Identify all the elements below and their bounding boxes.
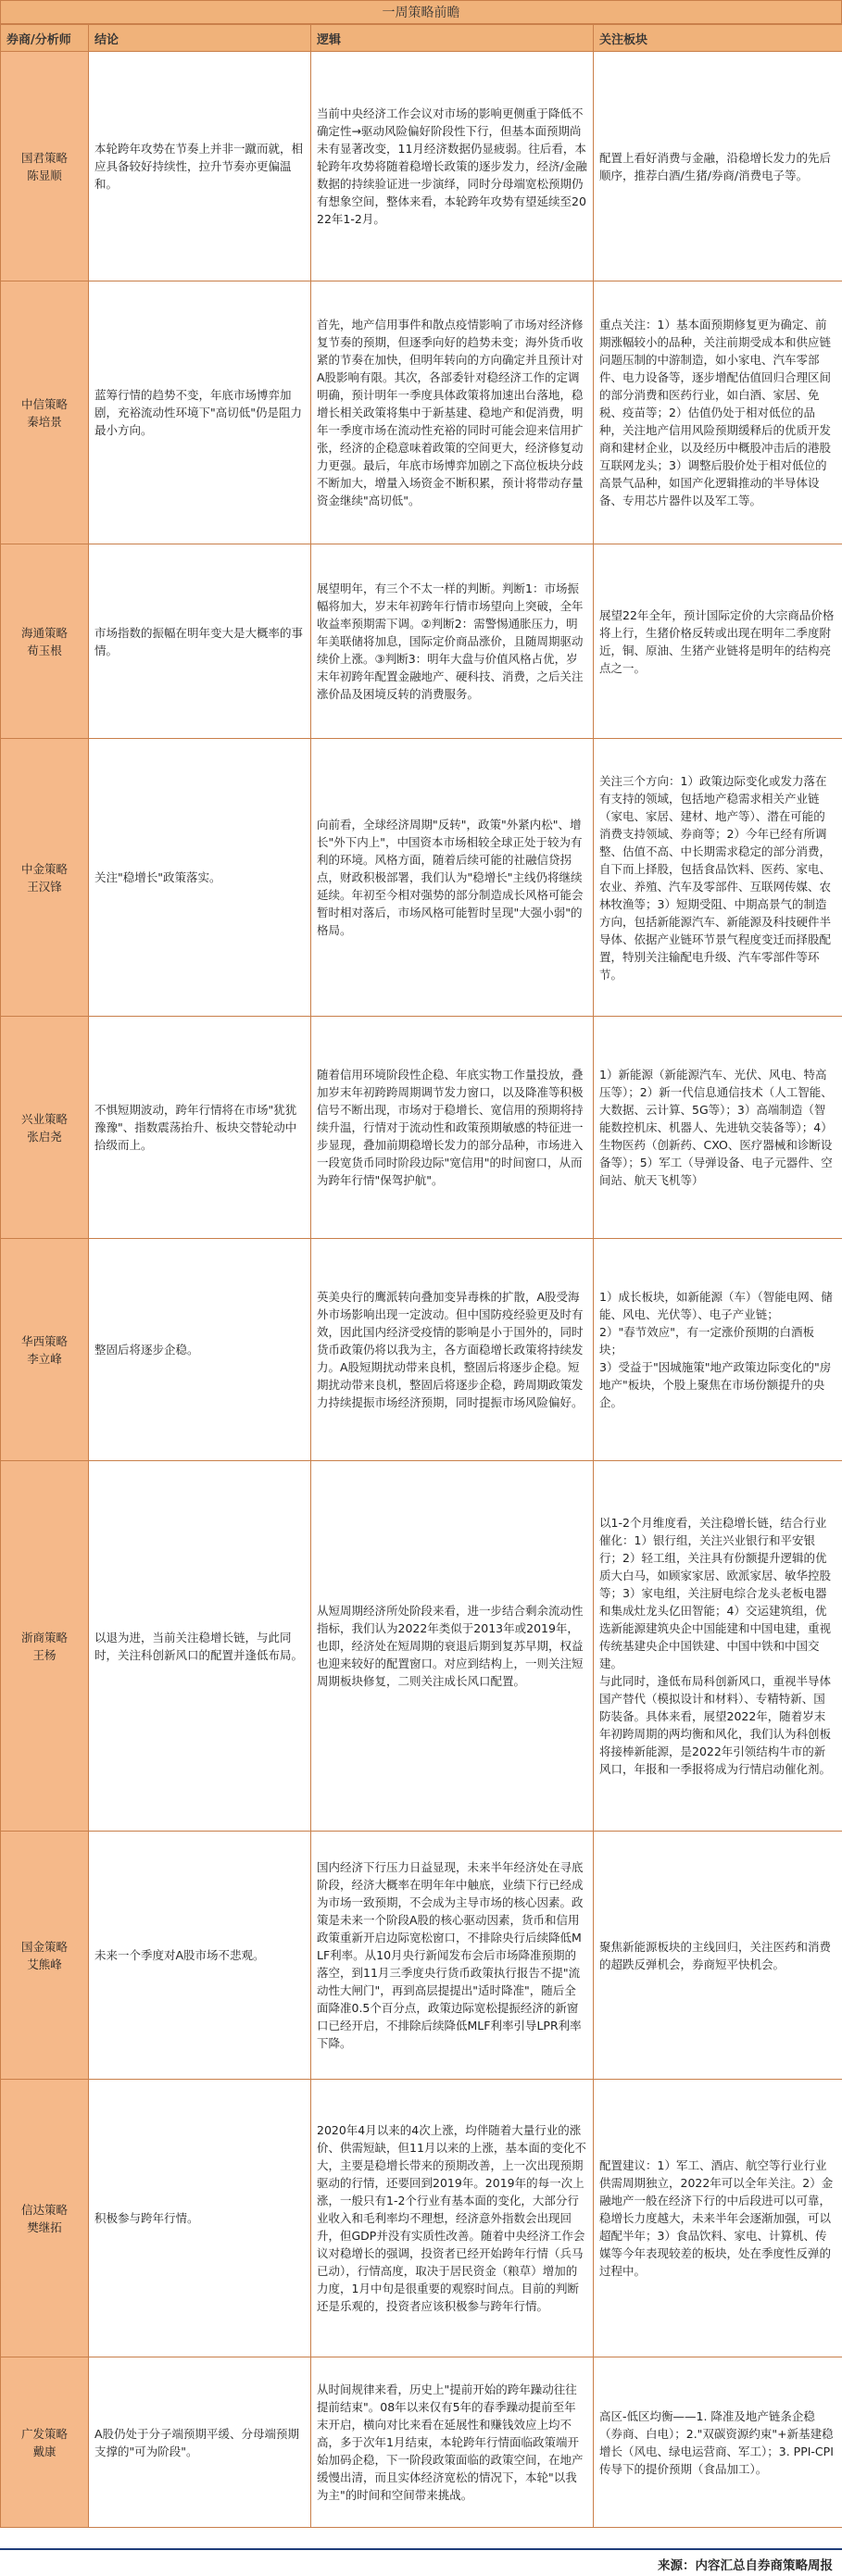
header-broker: 券商/分析师 bbox=[1, 25, 89, 52]
conclusion-cell: 未来一个季度对A股市场不悲观。 bbox=[89, 1832, 311, 2080]
source-footer bbox=[0, 2548, 842, 2576]
strategy-table bbox=[0, 24, 842, 2528]
conclusion-cell: 以退为进，当前关注稳增长链，与此同时，关注科创新风口的配置并逢低布局。 bbox=[89, 1461, 311, 1832]
broker-cell: 中信策略 秦培景 bbox=[1, 281, 89, 544]
broker-cell: 国金策略 艾熊峰 bbox=[1, 1832, 89, 2080]
table-row bbox=[1, 2080, 842, 2357]
conclusion-cell: 市场指数的振幅在明年变大是大概率的事情。 bbox=[89, 544, 311, 739]
conclusion-cell: A股仍处于分子端预期平缓、分母端预期支撑的"可为阶段"。 bbox=[89, 2357, 311, 2528]
focus-cell: 以1-2个月维度看，关注稳增长链，结合行业催化：1）银行组，关注兴业银行和平安银行；2）轻工组，关注具有份额提升逻辑的优质大白马，如顾家家居、欧派家居、敏华控股等；3）家电组，关注厨电综合龙头老板电器和集成灶龙头亿田智能；4）交运建筑组，优选新能源建筑央企中国能建和中国电建，重视传统基建央企中国铁建、中国中铁和中国交建。 与此同时，逢低布局科创新风口，重视半导体国产替代（模拟设计和材料）、专精特新、国防装备。具体来看，展望2022年，随着岁末年初跨周期的两均衡和风化，我们认为科创板将接棒新能源，是2022年引领结构牛市的新风口，年报和一季报将成为行情启动催化剂。 bbox=[594, 1461, 842, 1832]
logic-cell: 从短周期经济所处阶段来看，进一步结合剩余流动性指标，我们认为2022年类似于2013年或2019年，也即，经济处在短周期的衰退后期到复苏早期，权益也迎来较好的配置窗口。对应到结构上，一则关注短周期板块修复，二则关注成长风口配置。 bbox=[311, 1461, 594, 1832]
conclusion-cell: 蓝筹行情的趋势不变，年底市场博弈加剧，充裕流动性环境下"高切低"仍是阻力最小方向。 bbox=[89, 281, 311, 544]
table-row bbox=[1, 1832, 842, 2080]
table-title: 一周策略前瞻 bbox=[0, 0, 842, 24]
conclusion-cell: 本轮跨年攻势在节奏上并非一蹴而就，相应具备较好持续性，拉升节奏亦更偏温和。 bbox=[89, 52, 311, 281]
broker-cell: 中金策略 王汉锋 bbox=[1, 739, 89, 1017]
logic-cell: 英美央行的鹰派转向叠加变异毒株的扩散，A股受海外市场影响出现一定波动。但中国防疫经验更及时有效，因此国内经济受疫情的影响是小于国外的，同时货币政策仍将以我为主，各方面稳增长政策将持续发力。A股短期扰动带来良机，整固后将逐步企稳。短期扰动带来良机，整固后将逐步企稳，跨周期政策发力持续提振市场经济预期，同时提振市场风险偏好。 bbox=[311, 1239, 594, 1461]
focus-cell: 1）成长板块，如新能源（车）（智能电网、储能、风电、光伏等）、电子产业链； 2）"春节效应"，有一定涨价预期的白酒板块； 3）受益于"因城施策"地产政策边际变化的"房地产"板块，个股上聚焦在市场份额提升的央企。 bbox=[594, 1239, 842, 1461]
conclusion-cell: 积极参与跨年行情。 bbox=[89, 2080, 311, 2357]
logic-cell: 当前中央经济工作会议对市场的影响更侧重于降低不确定性→驱动风险偏好阶段性下行，但基本面预期尚未有显著改变，11月经济数据仍显疲弱。往后看，本轮跨年攻势将随着稳增长政策的逐步发力，经济/金融数据的持续验证进一步演绎，同时分母端宽松预期仍有想象空间，整体来看，本轮跨年攻势有望延续至2022年1-2月。 bbox=[311, 52, 594, 281]
table-row bbox=[1, 544, 842, 739]
table-row bbox=[1, 1461, 842, 1832]
broker-cell: 广发策略 戴康 bbox=[1, 2357, 89, 2528]
focus-cell: 配置建议：1）军工、酒店、航空等行业行业供需周期独立，2022年可以全年关注。2）金融地产一般在经济下行的中后段进可以可靠，稳增长力度越大，未来半年会逐渐加强，可以超配半年；3）食品饮料、家电、计算机、传媒等今年表现较差的板块，处在季度性反弹的过程中。 bbox=[594, 2080, 842, 2357]
logic-cell: 从时间规律来看，历史上"提前开始的跨年躁动往往提前结束"。08年以来仅有5年的春季躁动提前至年末开启，横向对比来看在延展性和赚钱效应上均不高，多于次年1月结束，本轮跨年行情面临政策端开始加码企稳，下一阶段政策面临的政策空间，在地产缓慢出清，而且实体经济宽松的情况下，本轮"以我为主"的时间和空间带来挑战。 bbox=[311, 2357, 594, 2528]
table-row bbox=[1, 2357, 842, 2528]
table-row bbox=[1, 1017, 842, 1239]
logic-cell: 2020年4月以来的4次上涨，均伴随着大量行业的涨价、供需短缺，但11月以来的上涨，基本面的变化不大，主要是稳增长带来的预期改善，上一次出现预期驱动的行情，还要回到2019年。2019年的每一次上涨，一般只有1-2个行业有基本面的变化，大部分行业收入和毛利率均不理想，经济意外指数会出现回升，但GDP并没有实质性改善。随着中央经济工作会议对稳增长的强调，投资者已经开始跨年行情（兵马已动），行情高度，取决于居民资金（粮草）增加的力度，1月中旬是很重要的观察时间点。目前的判断还是乐观的，投资者应该积极参与跨年行情。 bbox=[311, 2080, 594, 2357]
logic-cell: 向前看，全球经济周期"反转"，政策"外紧内松"、增长"外下内上"，中国资本市场相较全球正处于较为有利的环境。风格方面，随着后续可能的社融信贷拐点，财政积极部署，我们认为"稳增长"主线仍将继续延续。年初至今相对强势的部分制造成长风格可能会暂时相对落后，市场风格可能暂时呈现"大强小弱"的格局。 bbox=[311, 739, 594, 1017]
focus-cell: 聚焦新能源板块的主线回归，关注医药和消费的超跌反弹机会，券商短平快机会。 bbox=[594, 1832, 842, 2080]
focus-cell: 展望22年全年，预计国际定价的大宗商品价格将上行，生猪价格反转或出现在明年二季度附近，铜、原油、生猪产业链将是明年的结构亮点之一。 bbox=[594, 544, 842, 739]
broker-cell: 浙商策略 王杨 bbox=[1, 1461, 89, 1832]
focus-cell: 高区-低区均衡——1. 降准及地产链条企稳（券商、白电）；2."双碳资源约束"+新基建稳增长（风电、绿电运营商、军工）；3. PPI-CPI传导下的提价预期（食品加工）。 bbox=[594, 2357, 842, 2528]
focus-cell: 重点关注：1）基本面预期修复更为确定、前期涨幅较小的品种，关注前期受成本和供应链问题压制的中游制造，如小家电、汽车零部件、电力设备等，逐步增配估值回归合理区间的部分消费和医药行业，如白酒、家居、免税、疫苗等；2）估值仍处于相对低位的品种，关注地产信用风险预期缓释后的优质开发商和建材企业，以及经历中概股冲击后的港股互联网龙头；3）调整后股价处于相对低位的高景气品种，如国产化逻辑推动的半导体设备、专用芯片器件以及军工等。 bbox=[594, 281, 842, 544]
conclusion-cell: 不惧短期波动，跨年行情将在市场"犹犹豫豫"、指数震荡抬升、板块交替轮动中拾级而上。 bbox=[89, 1017, 311, 1239]
header-row bbox=[1, 25, 842, 52]
conclusion-cell: 关注"稳增长"政策落实。 bbox=[89, 739, 311, 1017]
source-text: 来源：内容汇总自券商策略周报 bbox=[658, 2558, 833, 2573]
focus-cell: 1）新能源（新能源汽车、光伏、风电、特高压等）；2）新一代信息通信技术（人工智能、大数据、云计算、5G等）；3）高端制造（智能数控机床、机器人、先进轨交装备等）；4）生物医药（创新药、CXO、医疗器械和诊断设备等）；5）军工（导弹设备、电子元器件、空间站、航天飞机等） bbox=[594, 1017, 842, 1239]
broker-cell: 国君策略 陈显顺 bbox=[1, 52, 89, 281]
broker-cell: 海通策略 荀玉根 bbox=[1, 544, 89, 739]
table-row bbox=[1, 52, 842, 281]
logic-cell: 国内经济下行压力日益显现，未来半年经济处在寻底阶段，经济大概率在明年年中触底，业绩下行已经成为市场一致预期，不会成为主导市场的核心因素。政策是未来一个阶段A股的核心驱动因素，货币和信用政策重新开启边际宽松窗口，不排除央行后续降低MLF利率。从10月央行新闻发布会后市场降准预期的落空，到11月三季度央行货币政策执行报告不提"流动性大闸门"，再到高层提提出"适时降准"，随后全面降准0.5个百分点，政策边际宽松提振经济的新窗口已经开启，不排除后续降低MLF利率引导LPR利率下降。 bbox=[311, 1832, 594, 2080]
header-conclusion: 结论 bbox=[89, 25, 311, 52]
broker-cell: 兴业策略 张启尧 bbox=[1, 1017, 89, 1239]
focus-cell: 关注三个方向：1）政策边际变化或发力落在有支持的领域，包括地产稳需求相关产业链（家电、家居、建材、地产等）、潜在可能的消费支持领域、券商等；2）今年已经有所调整、估值不高、中长期需求稳定的部分消费，自下而上择股，包括食品饮料、医药、家电、农业、养殖、汽车及零部件、互联网传媒、农林牧渔等；3）短期受阻、中期高景气的制造方向，包括新能源汽车、新能源及科技硬件半导体、依据产业链环节景气程度变迁而择股配置，特别关注输配电升级、汽车零部件等环节。 bbox=[594, 739, 842, 1017]
broker-cell: 信达策略 樊继拓 bbox=[1, 2080, 89, 2357]
header-focus: 关注板块 bbox=[594, 25, 842, 52]
logic-cell: 展望明年，有三个不太一样的判断。判断1：市场振幅将加大，岁末年初跨年行情市场望向上突破，全年收益率预期需下调。②判断2：需警惕通胀压力，明年美联储将加息，国际定价商品涨价，且随周期驱动续价上涨。③判断3：明年大盘与价值风格占优，岁末年初跨年配置金融地产、硬科技、消费，之后关注涨价品及困境反转的消费服务。 bbox=[311, 544, 594, 739]
table-row bbox=[1, 739, 842, 1017]
focus-cell: 配置上看好消费与金融，沿稳增长发力的先后顺序，推荐白酒/生猪/券商/消费电子等。 bbox=[594, 52, 842, 281]
logic-cell: 随着信用环境阶段性企稳、年底实物工作量投放，叠加岁末年初跨跨周期调节发力窗口，以及降准等积极信号不断出现，市场对于稳增长、宽信用的预期将持续升温，行情对于流动性和政策预期敏感的特征进一步显现，叠加前期稳增长发力的部分品种，市场进入一段宽货币同时阶段边际"宽信用"的时间窗口，从而为跨年行情"保驾护航"。 bbox=[311, 1017, 594, 1239]
header-logic: 逻辑 bbox=[311, 25, 594, 52]
table-row bbox=[1, 281, 842, 544]
table-row bbox=[1, 1239, 842, 1461]
logic-cell: 首先，地产信用事件和散点疫情影响了市场对经济修复节奏的预期，但逐季向好的趋势未变；海外货币收紧的节奏在加快，但明年转向的方向确定并且预计对A股影响有限。其次，各部委针对稳经济工作的定调明确，预计明年一季度具体政策将加速出台落地，稳增长相关政策将集中于新基建、稳地产和促消费，明年一季度市场在流动性充裕的同时可能会迎来信用扩张，经济的企稳意味着政策的空间更大，经济修复动力更强。最后，年底市场博弈加剧之下高位板块分歧不断加大，增量入场资金不断积累，预计将带动存量资金继续"高切低"。 bbox=[311, 281, 594, 544]
conclusion-cell: 整固后将逐步企稳。 bbox=[89, 1239, 311, 1461]
broker-cell: 华西策略 李立峰 bbox=[1, 1239, 89, 1461]
